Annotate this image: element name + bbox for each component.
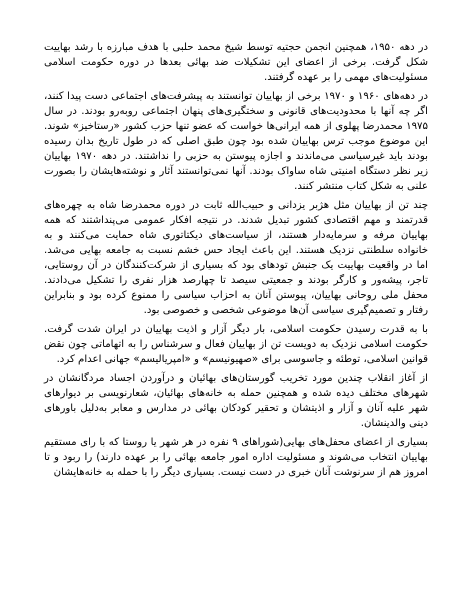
document-body [44,40,428,484]
paragraph-hojjatieh: در دهه ۱۹۵۰، همچنین انجمن حجتیه توسط شیخ محمد حلبی با هدف مبارزه با رشد بهاییت شکل گرفت. برخی از اعضای این تشکیلات ضد بهائی بعدها در دوره حکومت اسلامی مسئولیت‌های مهمی را بر عهده گرفتند. [44,42,428,83]
paragraph-assemblies: بسیاری از اعضای محفل‌های بهایی(شوراهای ۹ نفره در هر شهر یا روستا که با رای مستقیم بهاییان انتخاب می‌شوند و مسئولیت اداره امور جامعه بهائی را بر عهده دارند) را ربود و تا امروز هم از سرنوشت آنان خبری در دست نیست. بسیاری دیگر را با حمله به خانه‌هایشان [44,437,428,478]
paragraph-islamic-government: با به قدرت رسیدن حکومت اسلامی، بار دیگر آزار و اذیت بهاییان در ایران شدت گرفت. حکومت اسلامی نزدیک به دویست تن از بهاییان فعال و سرشناس را به اتهاماتی چون نقض قوانین اسلامی، توطئه و جاسوسی برای «صهیونیسم» و «امپریالیسم» جهانی اعدام کرد. [44,324,428,365]
paragraph-economic-figures: چند تن از بهاییان مثل هژبر یزدانی و حبیب‌الله ثابت در دوره محمدرضا شاه به چهره‌های قدرتمند و مهم اقتصادی کشور تبدیل شدند. در نتیجه افکار عمومی می‌پنداشتند که همه بهاییان مرفه و سرمایه‌دار هستند، از سیاست‌های دیکتاتوری شاه حمایت می‌کنند و به خانواده سلطنتی نزدیک هستند. این باعث ایجاد حس خشم نسبت به جامعه بهایی می‌شد. اما در واقعیت بهاییت یک جنبش تودهای بود که بسیاری از شرکت‌کنندگان در آن روستایی، تاجر، پیشه‌ور و کارگر بودند و جمعیتی سیصد تا چهارصد هزار نفری را تشکیل می‌دادند. محفل ملی روحانی بهاییان، پیوستن آنان به احزاب سیاسی را ممنوع کرده بود و بنابراین رفتار و تصمیم‌گیری سیاسی آن‌ها موضوعی شخصی و خصوصی بود. [44,200,428,316]
paragraph-cemeteries: از آغاز انقلاب چندین مورد تخریب گورستان‌های بهائیان و درآوردن اجساد مردگانشان در شهرهای مختلف دیده شده و همچنین حمله به خانه‌های بهائیان، شعارنویسی بر دیوارهای شهر علیه آنان و آزار و اذیتشان و تحقیر کودکان بهائی در مدارس و معابر به‌دلیل باورهای دینی والدینشان. [44,373,428,429]
paragraph-1960s-1970s: در دهه‌های ۱۹۶۰ و ۱۹۷۰ برخی از بهاییان توانستند به پیشرفت‌های اجتماعی دست پیدا کنند، اگر چه آنها با محدودیت‌های قانونی و سختگیری‌های پنهان اجتماعی روبه‌رو بودند. در سال ۱۹۷۵ محمدرضا پهلوی از همه ایرانی‌ها خواست که عضو تنها حزب کشور «رستاخیز» شوند. این موضوع موجب ترس بهاییان شده بود چون طبق اصلی که در طول تاریخ بدان رسیده بودند باید غیرسیاسی می‌ماندند و اجازه پیوستن به حزبی را نداشتند. در دهه ۱۹۷۰ بهاییان زیر نظر دستگاه امنیتی شاه ساواک بودند. آنها نمی‌توانستند آثار و نوشته‌هایشان را بصورت علنی به شکل کتاب منتشر کنند. [44,91,429,192]
